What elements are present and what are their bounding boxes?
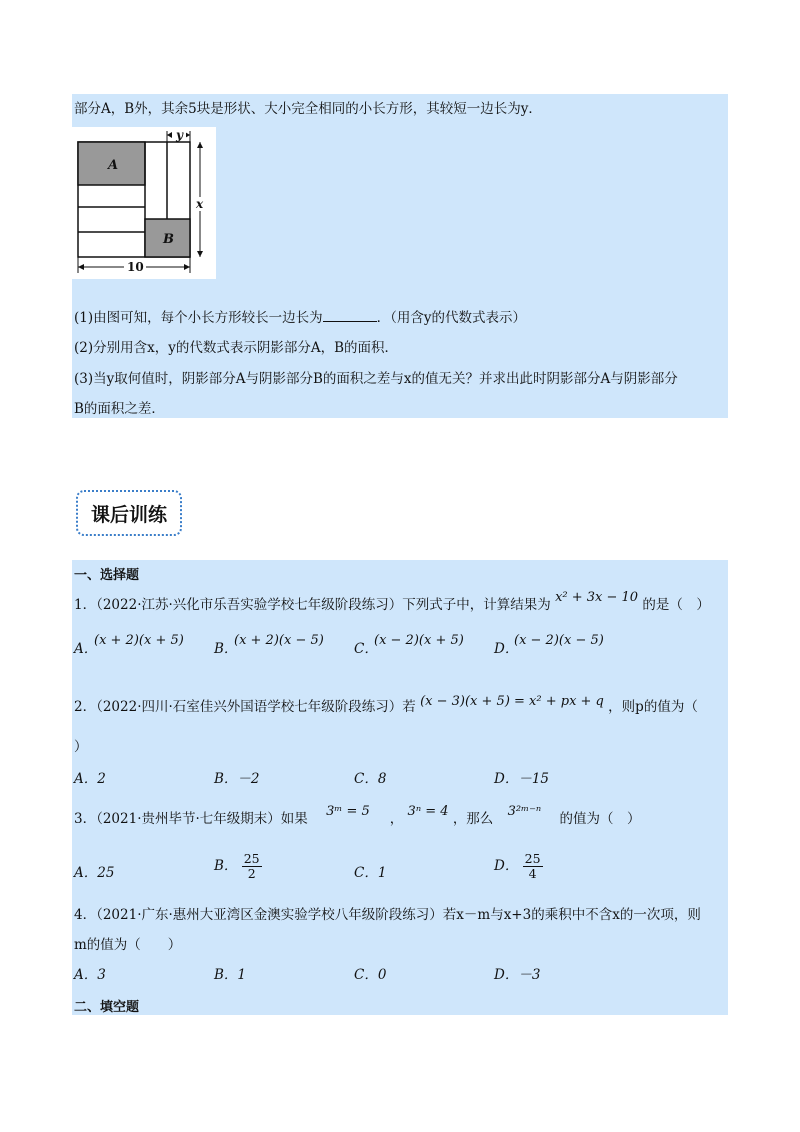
label-x: x	[196, 197, 204, 211]
q1-option-d-expr: (x − 2)(x − 5)	[514, 633, 604, 648]
q3-stem: 3．（2021·贵州毕节·七年级期末）如果	[74, 811, 308, 827]
q3-mid: ，那么	[452, 811, 494, 827]
q2-option-d[interactable]: D．－15	[494, 771, 550, 787]
answer-blank[interactable]	[323, 308, 377, 322]
q2-stem: 2．（2022·四川·石室佳兴外国语学校七年级阶段练习）若	[74, 699, 416, 715]
question-2: (2)分别用含x，y的代数式表示阴影部分A，B的面积．	[74, 340, 399, 356]
mc-question-4-line2: m的值为（ ）	[74, 937, 182, 953]
label-b: B	[163, 232, 174, 247]
q3-expr-2: 3ⁿ = 4	[407, 804, 449, 819]
mc-question-2	[74, 694, 698, 717]
q4-option-a[interactable]: A．3	[74, 967, 106, 983]
q1-option-c-expr: (x − 2)(x + 5)	[374, 633, 464, 648]
section-heading-choice: 一、选择题	[74, 568, 140, 583]
q1-expression: x² + 3x − 10	[555, 590, 639, 605]
section-badge: 课后训练	[76, 490, 182, 536]
q2-option-c[interactable]: C．8	[354, 771, 387, 787]
question-3-line1: (3)当y取何值时，阴影部分A与阴影部分B的面积之差与x的值无关？并求出此时阴影部分A与阴影部分	[74, 371, 678, 387]
mc-question-3: 3．（2021·贵州毕节·七年级期末）如果 3ᵐ = 5 ， 3ⁿ = 4 ，那么 3²ᵐ⁻ⁿ 的值为（ ）	[74, 804, 641, 827]
question-1	[74, 308, 526, 327]
q1-tail: ．（用含y的代数式表示）	[376, 310, 527, 326]
section-heading-fill: 二、填空题	[74, 1000, 140, 1015]
q3-option-d[interactable]: D． $\frac{25}{4}$	[494, 851, 541, 881]
q1-option-a[interactable]: A．	[74, 641, 98, 657]
q2-wrap: ）	[74, 739, 88, 755]
q4-option-b[interactable]: B．1	[214, 967, 247, 983]
q3-option-a[interactable]: A．25	[74, 865, 115, 881]
q4-option-d[interactable]: D．－3	[494, 967, 541, 983]
q3-tail: 的值为（ ）	[559, 811, 641, 827]
q3-fraction-d: $\frac{25}{4}$	[524, 851, 541, 881]
label-10: 10	[127, 260, 144, 274]
q1-option-b[interactable]: B．	[214, 641, 238, 657]
mc-question-1	[74, 590, 710, 615]
q3-expr-1: 3ᵐ = 5	[326, 804, 370, 819]
q3-expr-3: 3²ᵐ⁻ⁿ	[507, 804, 542, 819]
q2-option-a[interactable]: A．2	[74, 771, 106, 787]
label-a: A	[108, 158, 119, 173]
q1-option-a-expr: (x + 2)(x + 5)	[94, 633, 184, 648]
q1-stem: 1．（2022·江苏·兴化市乐吾实验学校七年级阶段练习）下列式子中，计算结果为	[74, 597, 551, 613]
q2-tail: ，则p的值为（	[608, 699, 698, 715]
rectangle-figure	[72, 127, 216, 279]
q2-expression: (x − 3)(x + 5) = x² + px + q	[420, 694, 604, 709]
question-3-line2: B的面积之差．	[74, 401, 165, 417]
mc-question-4-line1: 4．（2021·广东·惠州大亚湾区金澳实验学校八年级阶段练习）若x－m与x+3的乘积中不含x的一次项，则	[74, 907, 701, 923]
label-y: y	[176, 128, 183, 142]
q3-option-b[interactable]: B． $\frac{25}{2}$	[214, 851, 260, 881]
problem-intro: 部分A，B外，其余5块是形状、大小完全相同的小长方形，其较短一边长为y．	[74, 101, 542, 117]
q3-option-c[interactable]: C．1	[354, 865, 387, 881]
q1-tail: 的是（ ）	[642, 597, 710, 613]
q3-fraction-b: $\frac{25}{2}$	[243, 851, 260, 881]
q1-option-b-expr: (x + 2)(x − 5)	[234, 633, 324, 648]
q1-text: (1)由图可知，每个小长方形较长一边长为	[74, 310, 323, 326]
q2-option-b[interactable]: B．－2	[214, 771, 260, 787]
q4-option-c[interactable]: C．0	[354, 967, 387, 983]
figure-svg	[72, 127, 216, 279]
q1-option-d[interactable]: D．	[494, 641, 519, 657]
q1-option-c[interactable]: C．	[354, 641, 378, 657]
